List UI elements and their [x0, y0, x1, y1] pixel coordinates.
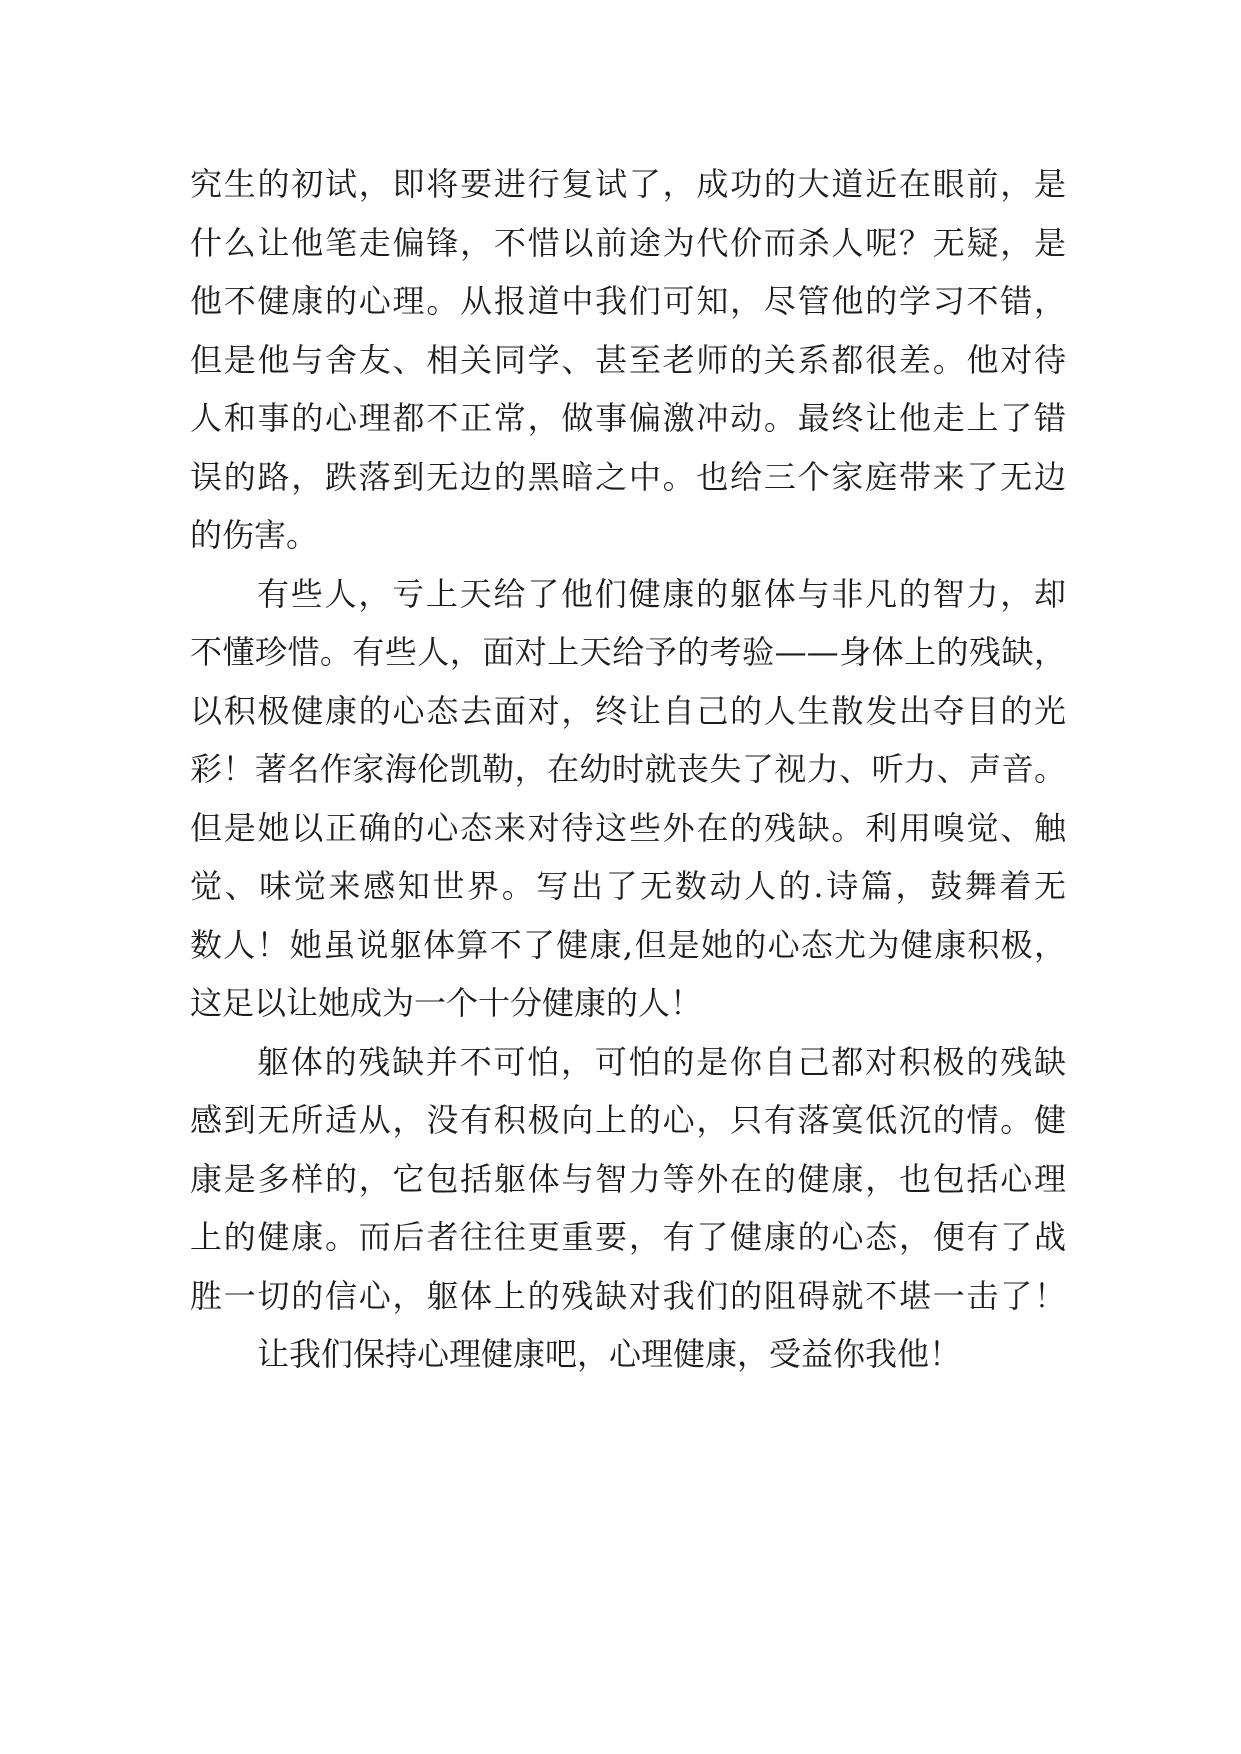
text-line: 这足以让她成为一个十分健康的人！	[190, 984, 703, 1022]
text-line: 但是她以正确的心态来对待这些外在的残缺。利用嗅觉、触	[190, 808, 1066, 847]
text-line: 康是多样的，它包括躯体与智力等外在的健康，也包括心理	[190, 1159, 1066, 1198]
text-line: 不懂珍惜。有些人，面对上天给予的考验——身体上的残缺，	[190, 633, 1066, 671]
text-line: 上的健康。而后者往往更重要，有了健康的心态，便有了战	[190, 1218, 1066, 1256]
text-line: 他不健康的心理。从报道中我们可知，尽管他的学习不错，	[190, 282, 1066, 320]
text-line: 数人！她虽说躯体算不了健康,但是她的心态尤为健康积极，	[190, 925, 1066, 964]
text-line: 彩！著名作家海伦凯勒，在幼时就丧失了视力、听力、声音。	[190, 750, 1066, 788]
paragraph-closing	[190, 1325, 1066, 1384]
text-line: 有些人，亏上天给了他们健康的躯体与非凡的智力，却	[257, 574, 1066, 613]
paragraph	[190, 1033, 1066, 1326]
document-body	[190, 155, 1066, 1384]
text-line: 误的路，跌落到无边的黑暗之中。也给三个家庭带来了无边	[190, 457, 1066, 496]
text-line: 让我们保持心理健康吧，心理健康，受益你我他！	[257, 1335, 962, 1373]
text-line: 躯体的残缺并不可怕，可怕的是你自己都对积极的残缺	[257, 1042, 1066, 1081]
text-line: 以积极健康的心态去面对，终让自己的人生散发出夺目的光	[190, 691, 1066, 730]
text-line: 胜一切的信心，躯体上的残缺对我们的阻碍就不堪一击了！	[190, 1276, 1066, 1315]
paragraph-continuation	[190, 155, 1066, 565]
text-line: 的伤害。	[190, 516, 319, 554]
text-line: 人和事的心理都不正常，做事偏激冲动。最终让他走上了错	[190, 399, 1066, 437]
paragraph	[190, 565, 1066, 1033]
text-line: 觉、味觉来感知世界。写出了无数动人的.诗篇，鼓舞着无	[190, 867, 1066, 905]
text-line: 什么让他笔走偏锋，不惜以前途为代价而杀人呢？无疑，是	[190, 223, 1066, 262]
text-line: 感到无所适从，没有积极向上的心，只有落寞低沉的情。健	[190, 1101, 1066, 1139]
text-line: 究生的初试，即将要进行复试了，成功的大道近在眼前，是	[190, 165, 1066, 203]
text-line: 但是他与舍友、相关同学、甚至老师的关系都很差。他对待	[190, 340, 1066, 379]
